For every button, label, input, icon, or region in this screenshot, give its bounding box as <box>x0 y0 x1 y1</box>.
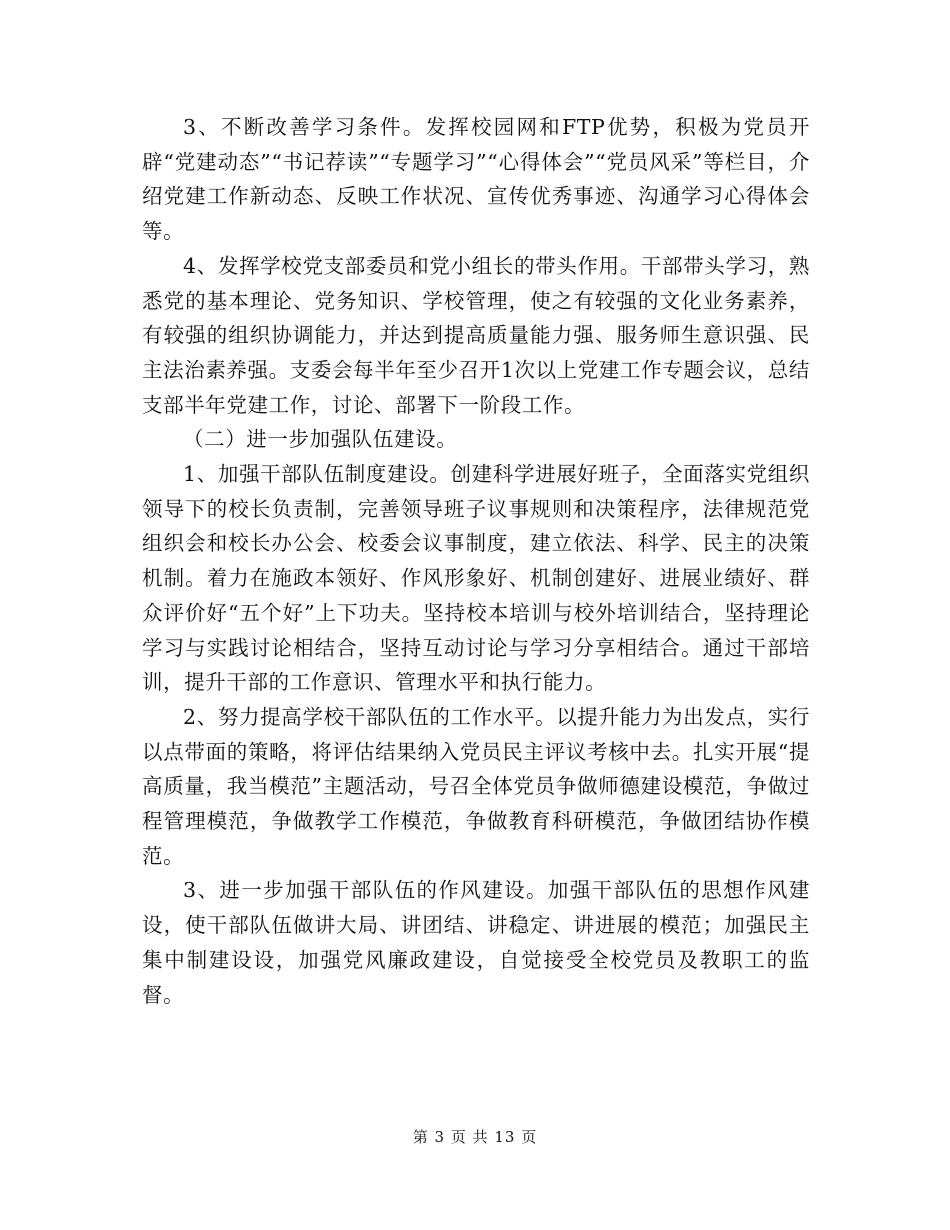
paragraph-cadre-system-building: 1、加强干部队伍制度建设。创建科学进展好班子，全面落实党组织领导下的校长负责制，完善领导班子议事规则和决策程序，法律规范党组织会和校长办公会、校委会议事制度，建立依法、科学、民主的决策机制。着力在施政本领好、作风形象好、机制创建好、进展业绩好、群众评价好“五个好”上下功夫。坚持校本培训与校外培训结合，坚持理论学习与实践讨论相结合，坚持互动讨论与学习分享相结合。通过干部培训，提升干部的工作意识、管理水平和执行能力。 <box>142 462 810 695</box>
document-body <box>142 110 810 1012</box>
paragraph-committee-leading-role: 4、发挥学校党支部委员和党小组长的带头作用。干部带头学习，熟悉党的基本理论、党务知识、学校管理，使之有较强的文化业务素养，有较强的组织协调能力，并达到提高质量能力强、服务师生意识强、民主法治素养强。支委会每半年至少召开1次以上党建工作专题会议，总结支部半年党建工作，讨论、部署下一阶段工作。 <box>142 253 810 417</box>
section-heading-team-building: （二）进一步加强队伍建设。 <box>183 427 458 452</box>
paragraph-improve-study-conditions: 3、不断改善学习条件。发挥校园网和FTP优势，积极为党员开辟“党建动态”“书记荐读”“专题学习”“心得体会”“党员风采”等栏目，介绍党建工作新动态、反映工作状况、宣传优秀事迹、沟通学习心得体会等。 <box>142 115 810 244</box>
page-number: 第 3 页 共 13 页 <box>412 1128 538 1146</box>
page-footer <box>0 1127 950 1147</box>
paragraph-cadre-work-level: 2、努力提高学校干部队伍的工作水平。以提升能力为出发点，实行以点带面的策略，将评估结果纳入党员民主评议考核中去。扎实开展“提高质量，我当模范”主题活动，号召全体党员争做师德建设模范，争做过程管理模范，争做教学工作模范，争做教育科研模范，争做团结协作模范。 <box>142 704 810 868</box>
paragraph-cadre-work-style: 3、进一步加强干部队伍的作风建设。加强干部队伍的思想作风建设，使干部队伍做讲大局、讲团结、讲稳定、讲进展的模范；加强民主集中制建设设，加强党风廉政建设，自觉接受全校党员及教职工的监督。 <box>142 878 810 1007</box>
